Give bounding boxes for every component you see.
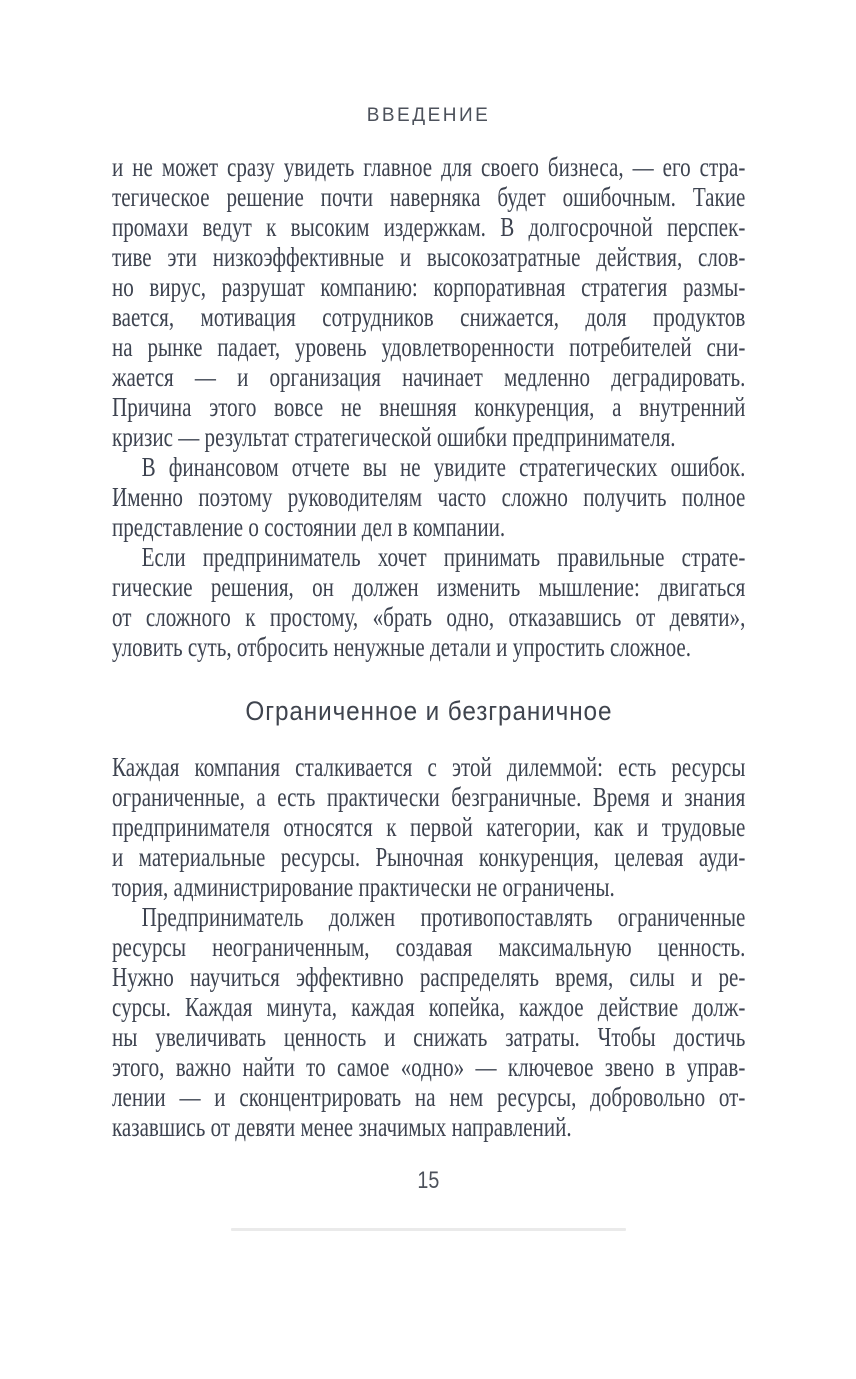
text-line: и не может сразу увидеть главное для своего бизнеса, — его стра- xyxy=(112,152,746,182)
text-line: вается, мотивация сотрудников снижается, доля продуктов xyxy=(112,302,746,332)
text-line: тория, администрирование практически не ограничены. xyxy=(112,872,615,902)
text-line: ресурсы неограниченным, создавая максимальную ценность. xyxy=(112,932,746,962)
text-line: Каждая компания сталкивается с этой дилеммой: есть ресурсы xyxy=(112,752,746,782)
text-line: кризис — результат стратегической ошибки предпринимателя. xyxy=(112,422,676,452)
paragraph xyxy=(112,542,745,662)
text-line: промахи ведут к высоким издержкам. В долгосрочной перспек- xyxy=(112,212,746,242)
text-line: ны увеличивать ценность и снижать затраты. Чтобы достичь xyxy=(112,1022,746,1052)
text-line: Если предприниматель хочет принимать правильные страте- xyxy=(141,542,746,572)
text-line: казавшись от девяти менее значимых направлений. xyxy=(112,1112,572,1142)
text-line: представление о состоянии дел в компании. xyxy=(112,512,506,542)
paragraph xyxy=(112,902,745,1142)
text-line: В финансовом отчете вы не увидите стратегических ошибок. xyxy=(141,452,746,482)
book-page xyxy=(0,104,856,1379)
text-line: но вирус, разрушат компанию: корпоративная стратегия размы- xyxy=(112,272,746,302)
text-line: тиве эти низкоэффективные и высокозатратные действия, слов- xyxy=(112,242,746,272)
paragraph xyxy=(112,752,745,902)
paragraph xyxy=(112,152,745,452)
text-line: Именно поэтому руководителям часто сложно получить полное xyxy=(112,482,746,512)
text-line: этого, важно найти то самое «одно» — ключевое звено в управ- xyxy=(112,1052,746,1082)
text-line: тегическое решение почти наверняка будет ошибочным. Такие xyxy=(112,182,746,212)
text-line: лении — и сконцентрировать на нем ресурсы, добровольно от- xyxy=(112,1082,746,1112)
page-number-text: 15 xyxy=(417,1167,440,1194)
running-head: ВВЕДЕНИЕ xyxy=(366,105,491,126)
text-line: гические решения, он должен изменить мышление: двигаться xyxy=(112,572,746,602)
text-column xyxy=(112,104,745,1231)
page-number xyxy=(112,1168,745,1194)
text-line: жается — и организация начинает медленно деградировать. xyxy=(112,362,746,392)
text-line: уловить суть, отбросить ненужные детали и упростить сложное. xyxy=(112,632,692,662)
text-line: сурсы. Каждая минута, каждая копейка, каждое действие долж- xyxy=(112,992,746,1022)
page-content xyxy=(112,152,745,1142)
text-line: от сложного к простому, «брать одно, отказавшись от девяти», xyxy=(112,602,746,632)
section-heading xyxy=(112,696,745,726)
text-line: ограниченные, а есть практически безграничные. Время и знания xyxy=(112,782,746,812)
text-line: Предприниматель должен противопоставлять ограниченные xyxy=(141,902,746,932)
text-line: и материальные ресурсы. Рыночная конкуренция, целевая ауди- xyxy=(112,842,746,872)
text-line: Причина этого вовсе не внешняя конкуренция, а внутренний xyxy=(112,392,746,422)
text-line: Нужно научиться эффективно распределять время, силы и ре- xyxy=(112,962,746,992)
text-line: предпринимателя относятся к первой категории, как и трудовые xyxy=(112,812,746,842)
paragraph xyxy=(112,452,745,542)
section-heading-text: Ограниченное и безграничное xyxy=(245,696,612,726)
text-line: на рынке падает, уровень удовлетворенности потребителей сни- xyxy=(112,332,746,362)
footer-divider xyxy=(231,1228,626,1231)
